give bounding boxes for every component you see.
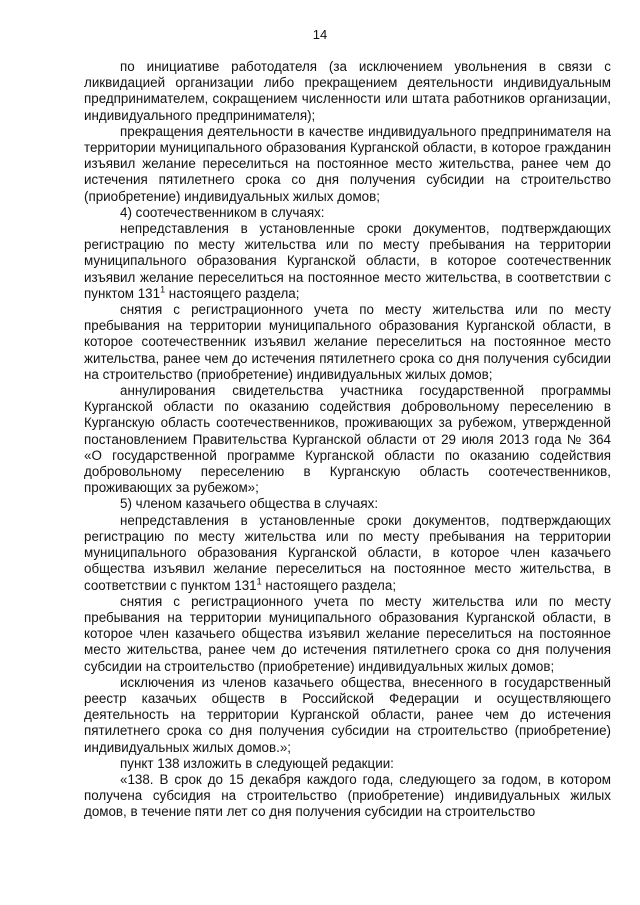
paragraph: непредставления в установленные сроки документов, подтверждающих регистрацию по месту жительства или по месту пребывания на территории муниципального образования Курганской области, в которое соотечественник изъявил желание переселиться на постоянное место жительства, в соответствии с пунктом $131^1$ настоящего раздела; (84, 221, 611, 301)
paragraph: прекращения деятельности в качестве индивидуального предпринимателя на территории муниципального образования Курганской области, в которое гражданин изъявил желание переселиться на постоянное место жительства, ранее чем до истечения пятилетнего срока со дня получения субсидии на строительство (приобретение) индивидуальных жилых домов; (84, 123, 611, 204)
paragraph: «138. В срок до 15 декабря каждого года, следующего за годом, в котором получена субсидия на строительство (приобретение) индивидуальных жилых домов, в течение пяти лет со дня получения субсидии на строительство (84, 771, 611, 820)
paragraph: исключения из членов казачьего общества, внесенного в государственный реестр казачьих обществ в Российской Федерации и осуществляющего деятельность на территории Курганской области, ранее чем до истечения пятилетнего срока со дня получения субсидии на строительство (приобретение) индивидуальных жилых домов.»; (84, 674, 611, 755)
paragraph: пункт 138 изложить в следующей редакции: (120, 755, 394, 771)
paragraph: снятия с регистрационного учета по месту жительства или по месту пребывания на территории муниципального образования Курганской области, в которое член казачьего общества изъявил желание переселиться на постоянное место жительства, ранее чем до истечения пятилетнего срока со дня получения субсидии на строительство (приобретение) индивидуальных жилых домов; (84, 593, 611, 674)
list-item-heading: 5) членом казачьего общества в случаях: (120, 496, 379, 512)
list-item-heading: 4) соотечественником в случаях: (120, 204, 325, 220)
paragraph: по инициативе работодателя (за исключением увольнения в связи с ликвидацией организации либо прекращением деятельности индивидуальным предпринимателем, сокращением численности или штата работников организации, индивидуального предпринимателя); (84, 59, 611, 123)
paragraph: аннулирования свидетельства участника государственной программы Курганской области по оказанию содействия добровольному переселению в Курганскую область соотечественников, проживающих за рубежом, утвержденной постановлением Правительства Курганской области от 29 июля 2013 года № 364 «О государственной программе Курганской области по оказанию содействия добровольному переселению в Курганскую область соотечественников, проживающих за рубежом»; (84, 383, 611, 496)
paragraph: непредставления в установленные сроки документов, подтверждающих регистрацию по месту жительства или по месту пребывания на территории муниципального образования Курганской области, в которое член казачьего общества изъявил желание переселиться на постоянное место жительства, в соответствии с пунктом $131^1$ настоящего раздела; (84, 512, 611, 593)
superscript: 1 (256, 576, 262, 587)
paragraph: снятия с регистрационного учета по месту жительства или по месту пребывания на территории муниципального образования Курганской области, в которое соотечественник изъявил желание переселиться на постоянное место жительства, ранее чем до истечения пятилетнего срока со дня получения субсидии на строительство (приобретение) индивидуальных жилых домов; (84, 302, 611, 382)
body-text (84, 59, 611, 821)
page-number: 14 (312, 27, 328, 42)
superscript: 1 (160, 284, 166, 295)
